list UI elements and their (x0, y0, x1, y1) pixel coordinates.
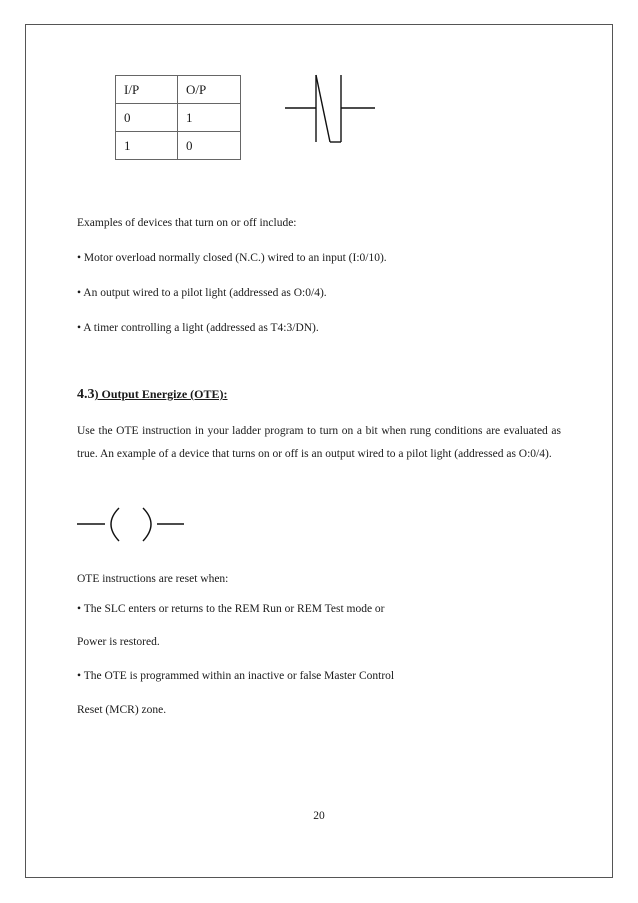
reset-line: • The OTE is programmed within an inactive or false Master Control (77, 670, 395, 682)
table-cell: 0 (116, 104, 178, 132)
example-item: • An output wired to a pilot light (addressed as O:0/4). (77, 287, 327, 299)
section-title: ) Output Energize (OTE): (94, 387, 228, 401)
reset-intro: OTE instructions are reset when: (77, 573, 229, 585)
section-heading (77, 385, 228, 403)
table-header-cell: I/P (116, 76, 178, 104)
table-header-row (116, 76, 241, 104)
section-number: 4.3 (77, 387, 95, 402)
normally-closed-contact-symbol (283, 72, 378, 147)
table-row (116, 104, 241, 132)
section-paragraph: Use the OTE instruction in your ladder program to turn on a bit when rung conditions are evaluated as true. An example of a device that turns on or off is an output wired to a pilot light (addressed as O:0/4). (77, 425, 561, 460)
reset-line: • The SLC enters or returns to the REM Run or REM Test mode or (77, 603, 385, 615)
table-cell: 1 (178, 104, 241, 132)
example-item: • A timer controlling a light (addressed as T4:3/DN). (77, 322, 319, 334)
table-header-cell: O/P (178, 76, 241, 104)
output-coil-symbol (75, 505, 187, 545)
table-cell: 0 (178, 132, 241, 160)
table-cell: 1 (116, 132, 178, 160)
reset-line: Reset (MCR) zone. (77, 704, 167, 716)
reset-line: Power is restored. (77, 636, 160, 648)
truth-table (115, 75, 241, 160)
page-number: 20 (313, 810, 325, 822)
table-row (116, 132, 241, 160)
examples-intro: Examples of devices that turn on or off include: (77, 217, 297, 229)
example-item: • Motor overload normally closed (N.C.) wired to an input (I:0/10). (77, 252, 387, 264)
